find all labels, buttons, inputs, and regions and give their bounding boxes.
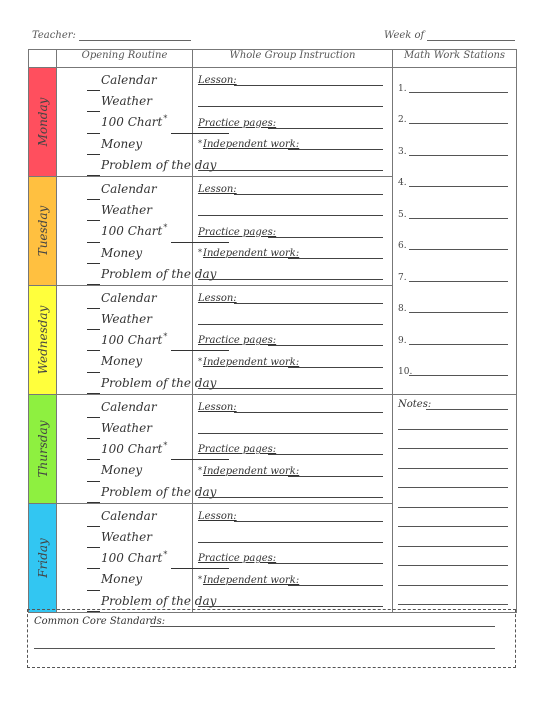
independent-line[interactable] [288,585,383,586]
money-label: Money [101,572,143,587]
notes-row [398,551,508,571]
notes-row [398,473,508,493]
practice-row [198,546,383,567]
week-label: Week of [384,30,425,41]
independent-extra-row [198,589,383,610]
independent-label [198,248,299,259]
notes-line[interactable] [398,585,508,586]
routine-item-weather [87,418,192,439]
weather-label: Weather [101,529,152,544]
teacher-label: Teacher [32,30,73,41]
notes-row [398,531,508,551]
lesson-label: Lesson: [198,510,237,522]
lesson-line[interactable] [234,412,383,413]
independent-bullet: * [198,356,202,366]
routine-item-money [87,569,192,590]
practice-line[interactable] [268,345,383,346]
independent-text: Independent work: [203,138,300,150]
independent-row [198,349,383,370]
independent-extra-row [198,371,383,392]
independent-text: Independent work: [203,247,300,259]
independent-text: Independent work: [203,465,300,477]
routine-item-problem [87,482,217,503]
day-label: Wednesday [35,305,50,375]
station-row [398,163,508,195]
chart-label: 100 Chart [101,224,163,239]
checkbox-blank[interactable] [87,229,100,243]
checkbox-blank[interactable] [87,425,100,439]
problem-label: Problem of the day [101,593,217,608]
checkbox-blank[interactable] [87,162,100,176]
notes-line[interactable] [398,429,508,430]
station-row [398,257,508,289]
notes-row [398,434,508,454]
independent-line[interactable] [198,170,383,171]
checkbox-blank[interactable] [87,534,100,548]
independent-extra-row [198,480,383,501]
station-line[interactable] [409,92,508,93]
notes-row [398,414,508,434]
practice-line[interactable] [268,128,383,129]
day-row-0 [29,68,517,177]
notes-row [398,590,508,610]
standards-line[interactable] [150,626,495,627]
practice-row [198,437,383,458]
notes-label: Notes: [398,399,432,411]
lesson-line[interactable] [198,433,383,434]
checkbox-blank[interactable] [87,489,100,503]
problem-label: Problem of the day [101,266,217,281]
lesson-row [198,395,383,416]
checkbox-blank[interactable] [87,141,100,155]
routine-item-chart [87,439,192,460]
notes-line[interactable] [398,565,508,566]
routine-item-calendar [87,179,192,200]
lesson-extra-row [198,198,383,219]
checkbox-blank[interactable] [87,98,100,112]
independent-row [198,132,383,153]
day-label: Tuesday [35,205,50,257]
chart-mark: * [163,332,168,342]
checkbox-blank[interactable] [87,250,100,264]
routine-item-chart [87,112,192,133]
checkbox-blank[interactable] [87,207,100,221]
routine-item-weather [87,527,192,548]
practice-line[interactable] [268,563,383,564]
independent-line[interactable] [198,606,383,607]
routine-item-chart [87,221,192,242]
lesson-row [198,68,383,89]
teacher-input-line[interactable] [79,31,191,41]
station-row [398,320,508,352]
lesson-line[interactable] [198,215,383,216]
station-row [398,352,508,384]
station-number: 3. [398,146,407,157]
independent-bullet: * [198,574,202,584]
checkbox-blank[interactable] [87,468,100,482]
day-label-cell [29,503,57,612]
independent-bullet: * [198,465,202,475]
practice-label: Practice pages: [198,226,277,238]
independent-row [198,567,383,588]
station-row [398,226,508,258]
independent-extra-row [198,262,383,283]
routine-item-problem [87,155,217,176]
station-line[interactable] [409,249,508,250]
station-number: 7. [398,272,407,283]
station-row [398,68,508,100]
station-row [398,100,508,132]
checkbox-blank[interactable] [87,380,100,394]
independent-line[interactable] [288,476,383,477]
weather-label: Weather [101,421,152,435]
money-label: Money [101,354,143,369]
lesson-extra-row [198,416,383,437]
notes-row [398,395,508,415]
checkbox-blank[interactable] [87,77,100,91]
independent-label [198,575,299,586]
lesson-row [198,286,383,307]
chart-mark: * [163,550,168,560]
chart-mark: * [163,114,168,124]
money-label: Money [101,245,143,260]
station-row [398,289,508,321]
opening-routine-cell [57,68,217,177]
routine-item-weather [87,309,192,330]
routine-item-weather [87,91,192,112]
lesson-label: Lesson: [198,75,237,87]
routine-item-calendar [87,397,192,418]
station-row [398,194,508,226]
opening-routine-cell [57,285,217,394]
checkbox-blank[interactable] [87,577,100,591]
chart-label: 100 Chart [101,551,163,566]
station-line[interactable] [409,123,508,124]
independent-line[interactable] [288,149,383,150]
calendar-label: Calendar [101,181,157,196]
checkbox-blank[interactable] [87,120,100,134]
practice-row [198,219,383,240]
whole-group-cell [193,503,393,612]
station-line[interactable] [409,344,508,345]
whole-group-cell [193,285,393,394]
checkbox-blank[interactable] [87,271,100,285]
notes-line[interactable] [398,468,508,469]
practice-label: Practice pages: [198,117,277,129]
whole-group-cell [193,68,393,177]
lesson-label: Lesson: [198,402,237,413]
lesson-line[interactable] [198,106,383,107]
routine-item-calendar [87,70,192,91]
weather-label: Weather [101,312,152,327]
opening-routine-cell [57,394,217,503]
routine-item-calendar [87,506,192,527]
notes-line[interactable] [398,526,508,527]
opening-routine-cell [57,176,217,285]
independent-line[interactable] [288,258,383,259]
lesson-plan-table [28,49,517,613]
checkbox-blank[interactable] [87,555,100,569]
problem-label: Problem of the day [101,375,217,390]
routine-item-money [87,243,192,264]
independent-extra-row [198,153,383,174]
station-number: 2. [398,115,407,125]
checkbox-blank[interactable] [87,316,100,330]
routine-item-chart [87,330,192,351]
checkbox-blank[interactable] [87,337,100,351]
notes-row [398,453,508,473]
checkbox-blank[interactable] [87,295,100,309]
notes-row [398,492,508,512]
lesson-extra-row [198,525,383,546]
calendar-label: Calendar [101,73,157,87]
day-column-header [29,50,57,68]
chart-label: 100 Chart [101,442,163,457]
station-number: 4. [398,178,407,188]
station-line[interactable] [409,155,508,156]
practice-label: Practice pages: [198,553,277,565]
whole-group-cell [193,176,393,285]
checkbox-blank[interactable] [87,513,100,527]
notes-line[interactable] [398,546,508,547]
whole-group-cell [193,394,393,503]
independent-row [198,241,383,262]
day-label-cell [29,68,57,177]
station-number: 1. [398,83,407,94]
notes-row [398,512,508,532]
standards-line[interactable] [34,648,495,649]
independent-row [198,458,383,479]
lesson-row [198,504,383,525]
station-line[interactable] [409,312,508,313]
independent-bullet: * [198,247,202,257]
math-stations-cell [393,68,517,395]
station-number: 6. [398,241,407,251]
weather-label: Weather [101,94,152,109]
weather-label: Weather [101,203,152,218]
lesson-line[interactable] [198,542,383,543]
station-number: 10. [398,367,413,377]
station-number: 8. [398,304,407,314]
calendar-label: Calendar [101,290,157,305]
notes-cell [393,394,517,612]
independent-line[interactable] [198,388,383,389]
problem-label: Problem of the day [101,157,217,172]
practice-row [198,110,383,131]
lesson-label: Lesson: [198,184,237,196]
chart-label: 100 Chart [101,333,163,348]
independent-line[interactable] [198,497,383,498]
lesson-line[interactable] [234,194,383,195]
lesson-line[interactable] [234,303,383,304]
lesson-extra-row [198,307,383,328]
checkbox-blank[interactable] [87,404,100,418]
calendar-label: Calendar [101,399,157,414]
independent-line[interactable] [198,279,383,280]
column-header-row [29,50,517,68]
money-label: Money [101,136,143,151]
chart-mark: * [163,223,168,233]
chart-label: 100 Chart [101,115,163,130]
week-field [384,30,515,41]
math-stations-header: Math Work Stations [393,50,517,68]
routine-item-chart [87,548,192,569]
station-number: 9. [398,335,407,346]
lesson-line[interactable] [234,85,383,86]
lesson-label: Lesson: [198,293,237,305]
day-label: Friday [35,537,50,578]
lesson-line[interactable] [198,324,383,325]
independent-label [198,139,299,150]
lesson-extra-row [198,89,383,110]
practice-line[interactable] [268,237,383,238]
independent-label [198,466,299,477]
teacher-field [32,30,191,41]
notes-line[interactable] [426,409,508,410]
day-row-3 [29,394,517,503]
standards-label: Common Core Standards: [34,616,166,627]
calendar-label: Calendar [101,508,157,523]
notes-line[interactable] [398,604,508,605]
day-label: Thursday [35,420,50,478]
station-line[interactable] [409,186,508,187]
practice-line[interactable] [268,454,383,455]
lesson-row [198,177,383,198]
notes-line[interactable] [398,487,508,488]
notes-line[interactable] [398,448,508,449]
practice-row [198,328,383,349]
practice-label: Practice pages: [198,444,277,456]
independent-text: Independent work: [203,574,300,586]
independent-bullet: * [198,138,202,148]
week-input-line[interactable] [427,31,515,41]
teacher-label-colon: : [72,30,76,41]
day-label: Monday [35,97,50,147]
station-row [398,131,508,163]
practice-label: Practice pages: [198,335,277,347]
independent-text: Independent work: [203,356,300,368]
whole-group-header: Whole Group Instruction [193,50,393,68]
opening-routine-header: Opening Routine [57,50,193,68]
routine-item-calendar [87,288,192,309]
routine-item-weather [87,200,192,221]
chart-mark: * [163,441,168,451]
day-label-cell [29,394,57,503]
station-number: 5. [398,209,407,220]
notes-row [398,570,508,590]
routine-item-problem [87,373,217,394]
station-line[interactable] [409,281,508,282]
checkbox-blank[interactable] [87,186,100,200]
routine-item-money [87,351,192,372]
opening-routine-cell [57,503,217,612]
notes-line[interactable] [398,507,508,508]
independent-label [198,357,299,368]
independent-line[interactable] [288,367,383,368]
day-label-cell [29,285,57,394]
station-line[interactable] [409,375,508,376]
day-label-cell [29,176,57,285]
station-line[interactable] [409,218,508,219]
routine-item-money [87,460,192,481]
checkbox-blank[interactable] [87,446,100,460]
money-label: Money [101,463,143,478]
routine-item-problem [87,264,217,285]
common-core-standards-box [27,609,516,668]
routine-item-money [87,134,192,155]
lesson-line[interactable] [234,521,383,522]
problem-label: Problem of the day [101,484,217,499]
checkbox-blank[interactable] [87,359,100,373]
